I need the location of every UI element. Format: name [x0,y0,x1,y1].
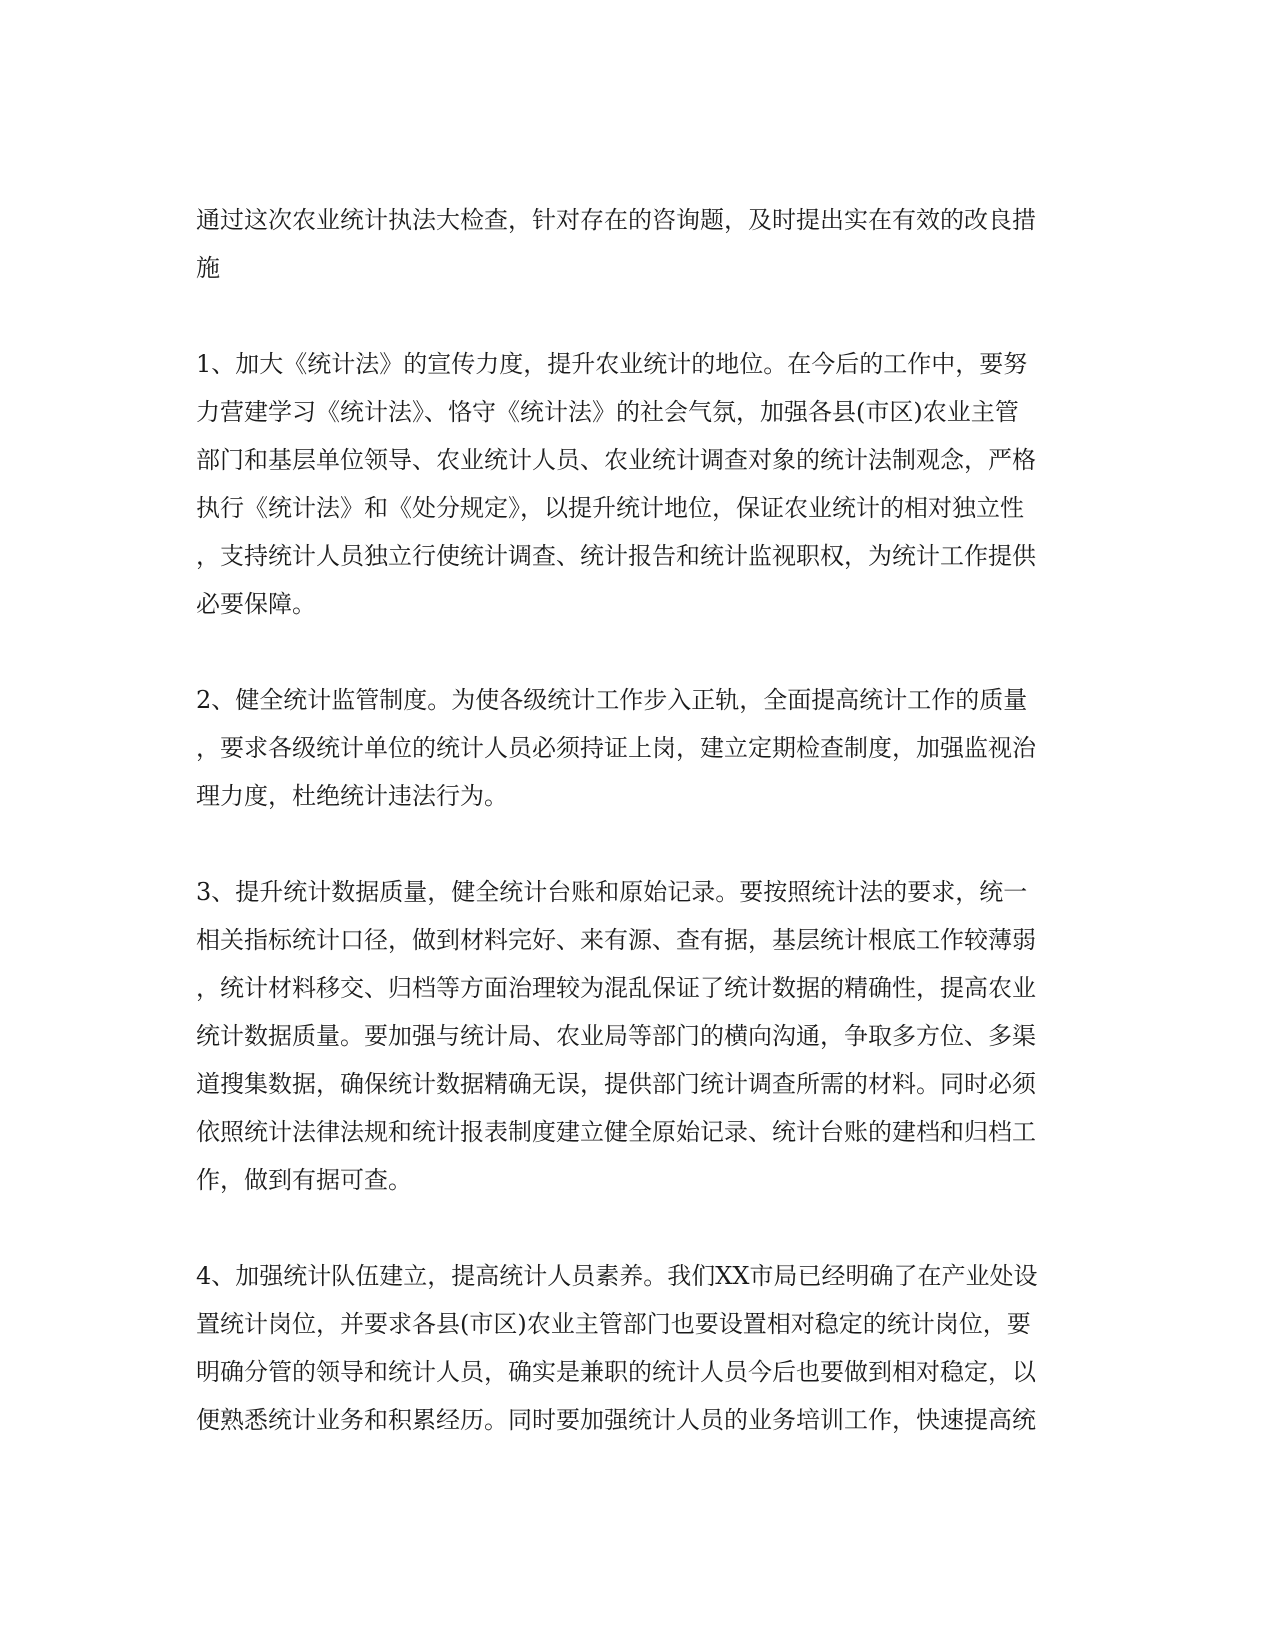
text-line: ，要求各级统计单位的统计人员必须持证上岗，建立定期检查制度，加强监视治 [196,734,1036,762]
paragraph-intro [196,196,1076,292]
paragraph-item-3 [196,868,1076,1204]
text-line: ，统计材料移交、归档等方面治理较为混乱保证了统计数据的精确性，提高农业 [196,974,1036,1002]
paragraph-item-1 [196,340,1076,628]
text-line: 明确分管的领导和统计人员，确实是兼职的统计人员今后也要做到相对稳定，以 [196,1358,1036,1386]
text-line: 1、加大《统计法》的宣传力度，提升农业统计的地位。在今后的工作中，要努 [196,350,1028,378]
text-line: 施 [196,254,220,282]
paragraph-spacer [196,292,1076,340]
paragraph-spacer [196,628,1076,676]
text-line: 理力度，杜绝统计违法行为。 [196,782,508,810]
paragraph-item-4 [196,1252,1076,1444]
text-line: 便熟悉统计业务和积累经历。同时要加强统计人员的业务培训工作，快速提高统 [196,1406,1036,1434]
text-line: 2、健全统计监管制度。为使各级统计工作步入正轨，全面提高统计工作的质量 [196,686,1028,714]
text-line: ，支持统计人员独立行使统计调查、统计报告和统计监视职权，为统计工作提供 [196,542,1036,570]
text-line: 通过这次农业统计执法大检查，针对存在的咨询题，及时提出实在有效的改良措 [196,206,1036,234]
paragraph-spacer [196,820,1076,868]
text-line: 统计数据质量。要加强与统计局、农业局等部门的横向沟通，争取多方位、多渠 [196,1022,1036,1050]
text-line: 3、提升统计数据质量，健全统计台账和原始记录。要按照统计法的要求，统一 [196,878,1028,906]
document-body [196,196,1076,1444]
text-line: 道搜集数据，确保统计数据精确无误，提供部门统计调查所需的材料。同时必须 [196,1070,1036,1098]
text-line: 相关指标统计口径，做到材料完好、来有源、查有据，基层统计根底工作较薄弱 [196,926,1036,954]
text-line: 必要保障。 [196,590,316,618]
text-line: 4、加强统计队伍建立，提高统计人员素养。我们XX市局已经明确了在产业处设 [196,1262,1038,1290]
paragraph-item-2 [196,676,1076,820]
text-line: 力营建学习《统计法》、恪守《统计法》的社会气氛，加强各县(市区)农业主管 [196,398,1019,426]
text-line: 执行《统计法》和《处分规定》，以提升统计地位，保证农业统计的相对独立性 [196,494,1024,522]
text-line: 作，做到有据可查。 [196,1166,412,1194]
text-line: 置统计岗位，并要求各县(市区)农业主管部门也要设置相对稳定的统计岗位，要 [196,1310,1031,1338]
text-line: 依照统计法律法规和统计报表制度建立健全原始记录、统计台账的建档和归档工 [196,1118,1036,1146]
text-line: 部门和基层单位领导、农业统计人员、农业统计调查对象的统计法制观念，严格 [196,446,1036,474]
paragraph-spacer [196,1204,1076,1252]
